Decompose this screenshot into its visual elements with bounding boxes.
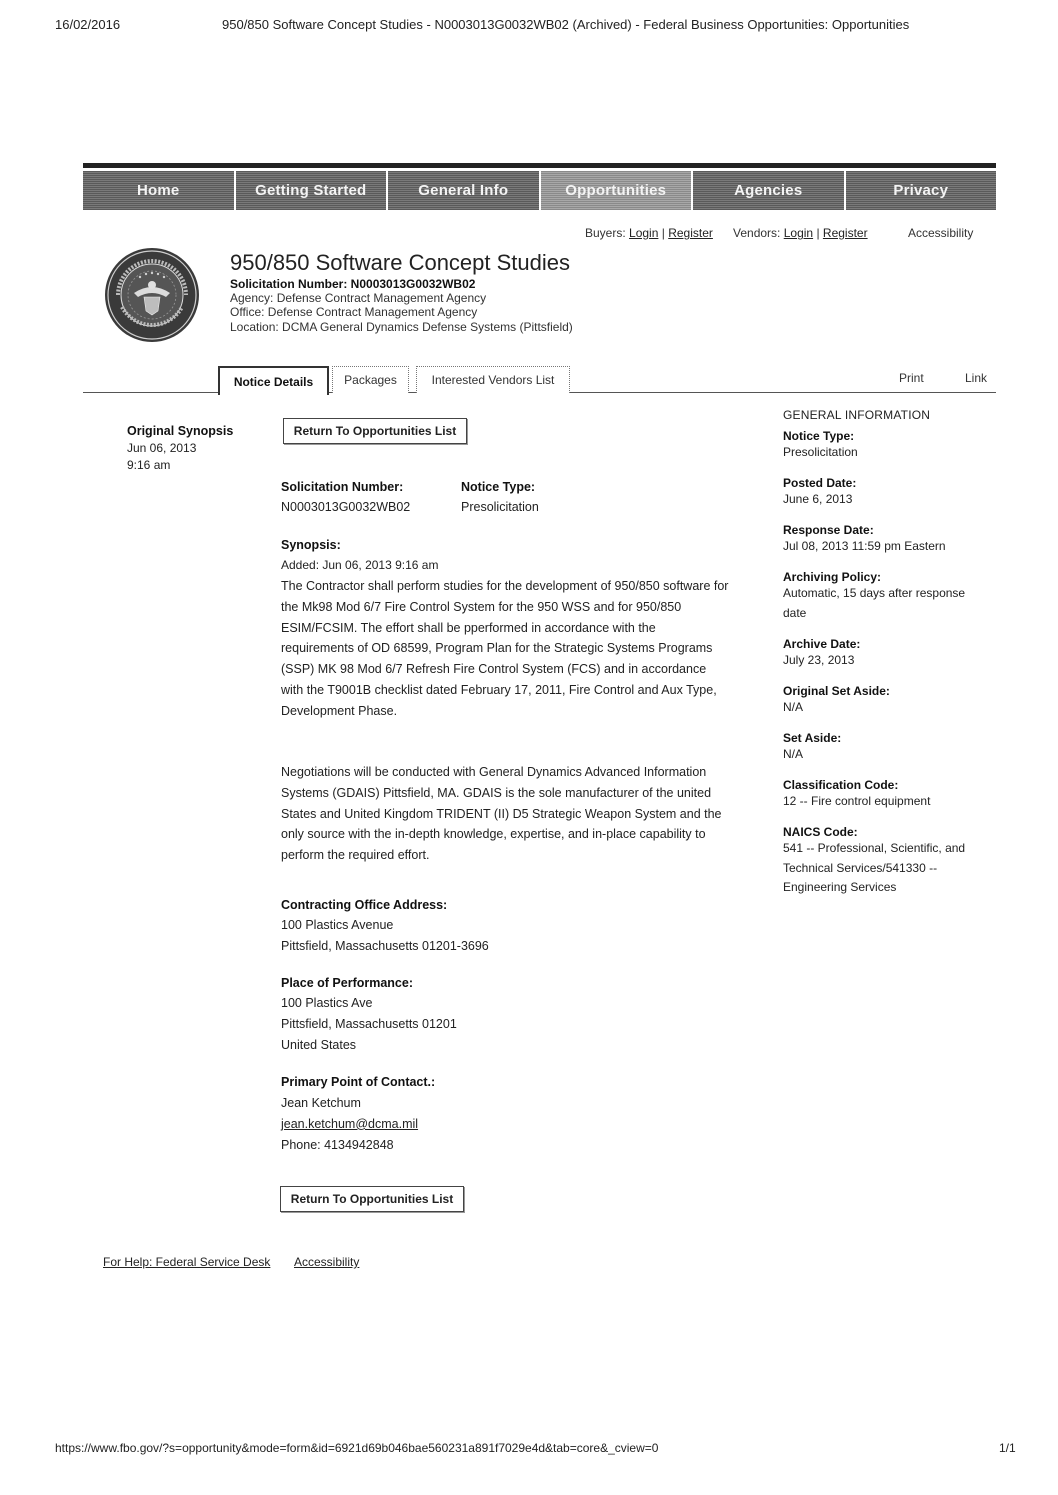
field-label: Classification Code: [783, 778, 899, 792]
synopsis-paragraph-2 [281, 762, 722, 866]
field-value: July 23, 2013 [783, 653, 855, 667]
para-line: The Contractor shall perform studies for the development of 950/850 software for [281, 579, 729, 593]
nav-getting-started[interactable]: Getting Started [236, 171, 387, 210]
field-value: Jul 08, 2013 11:59 pm Eastern [783, 539, 946, 553]
nav-general-info[interactable]: General Info [388, 171, 539, 210]
tab-packages[interactable]: Packages [332, 366, 409, 393]
office: Office: Defense Contract Management Agency [230, 305, 478, 319]
federal-service-desk-link[interactable]: For Help: Federal Service Desk [103, 1255, 271, 1269]
buyers-label: Buyers: [585, 226, 626, 240]
office-address-label: Contracting Office Address: [281, 898, 448, 912]
contact-label: Primary Point of Contact.: [281, 1075, 436, 1089]
vendors-label: Vendors: [733, 226, 781, 240]
field-label: Original Set Aside: [783, 684, 890, 698]
notice-type-value: Presolicitation [461, 500, 539, 514]
field-label: Posted Date: [783, 476, 857, 490]
location: Location: DCMA General Dynamics Defense Systems (Pittsfield) [230, 320, 573, 334]
page-title: 950/850 Software Concept Studies [230, 250, 571, 275]
contact-phone: Phone: 4134942848 [281, 1137, 394, 1152]
general-info-item [783, 731, 993, 778]
para-line: Development Phase. [281, 703, 398, 718]
contact-name: Jean Ketchum [281, 1096, 361, 1110]
solicitation-label: Solicitation Number: [281, 480, 404, 494]
separator: | [661, 226, 665, 240]
field-label: Response Date: [783, 523, 874, 537]
field-value: date [783, 605, 807, 620]
return-to-list-button-bottom[interactable]: Return To Opportunities List [280, 1186, 464, 1212]
accessibility-link[interactable]: Accessibility [908, 226, 974, 240]
general-info-item [783, 476, 993, 523]
buyers-login-link[interactable]: Login [629, 226, 659, 240]
buyers-links [585, 226, 713, 240]
general-info-item [783, 825, 993, 898]
general-info-item [783, 570, 993, 637]
original-synopsis-time: 9:16 am [127, 458, 171, 472]
solicitation-number: Solicitation Number: N0003013G0032WB02 [230, 277, 476, 291]
place-of-performance [281, 993, 457, 1055]
general-info-heading: GENERAL INFORMATION [783, 408, 931, 422]
para-line: requirements of OD 68599, Program Plan for the Strategic Systems Programs [281, 641, 713, 656]
para-line: (SSP) MK 98 Mod 6/7 Refresh Fire Control System (FCS) and in accordance [281, 662, 707, 677]
field-value: Automatic, 15 days after response [783, 586, 966, 600]
vendors-register-link[interactable]: Register [822, 226, 868, 240]
original-synopsis-date: Jun 06, 2013 [127, 441, 197, 455]
synopsis-added: Added: Jun 06, 2013 9:16 am [281, 558, 439, 572]
vendors-login-link[interactable]: Login [783, 226, 814, 240]
field-label: Set Aside: [783, 731, 842, 745]
field-label: NAICS Code: [783, 825, 858, 839]
nav-privacy[interactable]: Privacy [846, 171, 997, 210]
tab-interested-vendors[interactable]: Interested Vendors List [416, 366, 570, 393]
solicitation-value: N0003013G0032WB02 [281, 500, 411, 514]
synopsis-label: Synopsis: [281, 538, 341, 552]
tab-notice-details[interactable]: Notice Details [218, 366, 329, 395]
address-line: Pittsfield, Massachusetts 01201 [281, 1016, 457, 1031]
para-line: ESIM/FCSIM. The effort shall be pperformed in accordance with the [281, 620, 656, 635]
office-address [281, 915, 489, 957]
field-label: Archive Date: [783, 637, 861, 651]
place-of-performance-label: Place of Performance: [281, 976, 413, 990]
notice-type-label: Notice Type: [461, 480, 536, 494]
field-label: Notice Type: [783, 429, 855, 443]
address-line: Pittsfield, Massachusetts 01201-3696 [281, 938, 489, 953]
field-value: 12 -- Fire control equipment [783, 794, 931, 808]
print-page-number: 1/1 [999, 1441, 1016, 1455]
address-line: 100 Plastics Ave [281, 996, 373, 1010]
field-value: Technical Services/541330 -- [783, 860, 938, 875]
nav-opportunities[interactable]: Opportunities [541, 171, 692, 210]
general-info-item [783, 523, 993, 570]
print-title: 950/850 Software Concept Studies - N0003013G0032WB02 (Archived) - Federal Business Opportunities: Opportunities [222, 17, 910, 32]
return-to-list-button-top[interactable]: Return To Opportunities List [283, 418, 467, 444]
address-line: United States [281, 1037, 357, 1052]
contact-block [281, 1093, 418, 1155]
field-label: Archiving Policy: [783, 570, 882, 584]
nav-home[interactable]: Home [83, 171, 234, 210]
agency-seal-icon [104, 247, 200, 343]
print-link[interactable]: Print [899, 371, 924, 385]
para-line: perform the required effort. [281, 848, 430, 863]
para-line: with the T9001B checklist dated February 17, 2011, Fire Control and Aux Type, [281, 682, 717, 697]
separator: | [816, 226, 820, 240]
vendors-links [733, 226, 868, 240]
footer-accessibility-link[interactable]: Accessibility [294, 1255, 360, 1269]
general-info-item [783, 684, 993, 731]
general-info-item [783, 637, 993, 684]
para-line: the Mk98 Mod 6/7 Fire Control System for the 950 WSS and for 950/850 [281, 599, 682, 614]
synopsis-paragraph-1 [281, 576, 728, 722]
address-line: 100 Plastics Avenue [281, 918, 394, 932]
general-info-item [783, 778, 993, 825]
para-line: Negotiations will be conducted with General Dynamics Advanced Information [281, 765, 707, 779]
print-date: 16/02/2016 [55, 17, 121, 32]
nav-agencies[interactable]: Agencies [693, 171, 844, 210]
para-line: Systems (GDAIS) Pittsfield, MA. GDAIS is the sole manufacturer of the united [281, 785, 712, 800]
agency: Agency: Defense Contract Management Agency [230, 291, 487, 305]
field-value: Engineering Services [783, 880, 897, 894]
print-url: https://www.fbo.gov/?s=opportunity&mode=form&id=6921d69b046bae560231a891f7029e4d&tab=core&_cview=0 [55, 1441, 659, 1455]
para-line: only source with the in-depth knowledge, expertise, and in-place capability to [281, 827, 706, 842]
original-synopsis-heading: Original Synopsis [127, 424, 234, 438]
main-nav [83, 171, 996, 210]
link-link[interactable]: Link [965, 371, 988, 385]
para-line: States and United Kingdom TRIDENT (II) D5 Strategic Weapon System and the [281, 806, 722, 821]
contact-email-link[interactable]: jean.ketchum@dcma.mil [281, 1116, 419, 1131]
field-value: N/A [783, 700, 804, 714]
buyers-register-link[interactable]: Register [668, 226, 713, 240]
nav-top-rule [83, 163, 996, 168]
general-info-list [783, 429, 993, 898]
field-value: June 6, 2013 [783, 492, 853, 506]
field-value: 541 -- Professional, Scientific, and [783, 841, 966, 855]
field-value: N/A [783, 747, 804, 761]
general-info-item [783, 429, 993, 476]
field-value: Presolicitation [783, 445, 858, 459]
